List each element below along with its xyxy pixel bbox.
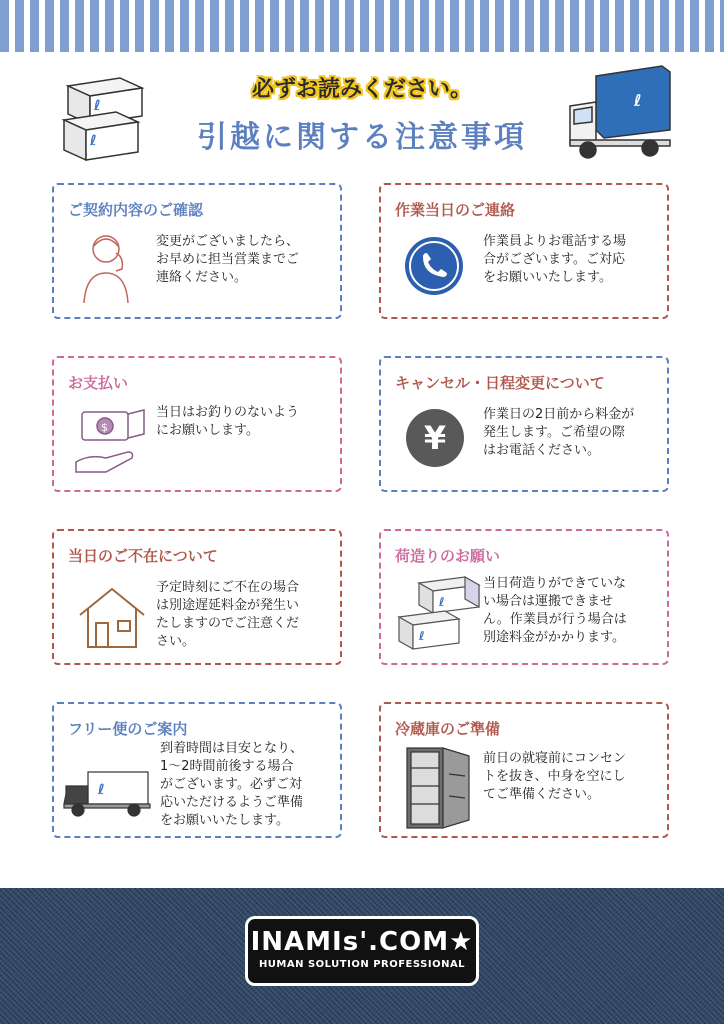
card-body: [156, 404, 336, 440]
svg-text:ℓ: ℓ: [634, 91, 642, 110]
card-contract-confirmation: [52, 183, 342, 319]
body-line: たしますのでご注意くだ: [156, 616, 300, 631]
svg-text:¥: ¥: [423, 419, 447, 457]
page-title: 引越に関する注意事項: [197, 120, 527, 155]
company-logo: [245, 916, 479, 986]
body-line: 合がございます。ご対応: [483, 252, 625, 267]
card-body: [160, 740, 336, 830]
card-title: フリー便のご案内: [68, 720, 188, 738]
card-payment: [52, 356, 342, 492]
card-body: [483, 406, 663, 460]
card-refrigerator: [379, 702, 669, 838]
svg-text:$: $: [101, 421, 108, 434]
body-line: 連絡ください。: [156, 270, 248, 285]
body-line: 作業員よりお電話する場: [483, 234, 627, 249]
body-line: 作業日の2日前から料金が: [483, 407, 635, 422]
body-line: 別途料金がかかります。: [483, 630, 625, 645]
card-cancel-reschedule: [379, 356, 669, 492]
must-read-heading: 必ずお読みください。: [251, 77, 472, 102]
phone-call-icon: [403, 235, 465, 297]
body-line: てご準備ください。: [483, 787, 601, 802]
top-stripe-banner: [0, 0, 724, 52]
person-on-phone-icon: [76, 227, 142, 305]
house-icon: [76, 585, 148, 651]
card-body: [483, 750, 663, 804]
body-line: トを抜き、中身を空にし: [483, 769, 626, 784]
card-packing: [379, 529, 669, 665]
svg-text:ℓ: ℓ: [439, 595, 445, 609]
card-body: [156, 579, 336, 651]
body-line: にお願いします。: [156, 423, 259, 438]
card-title: キャンセル・日程変更について: [395, 374, 605, 392]
svg-text:ℓ: ℓ: [419, 629, 425, 643]
card-title: 当日のご不在について: [68, 547, 218, 565]
body-line: をお願いいたします。: [483, 270, 612, 285]
body-line: がございます。必ずご対: [160, 777, 302, 792]
card-work-day-contact: [379, 183, 669, 319]
body-line: さい。: [156, 634, 196, 649]
body-line: 1～2時間前後する場合: [160, 759, 294, 774]
yen-icon: [405, 408, 465, 468]
svg-text:ℓ: ℓ: [90, 133, 97, 149]
body-line: お早めに担当営業までご: [156, 252, 300, 267]
body-line: ん。作業員が行う場合は: [483, 612, 627, 627]
body-line: い場合は運搬できませ: [483, 594, 614, 609]
body-line: 変更がございましたら、: [156, 234, 300, 249]
body-line: はお電話ください。: [483, 443, 601, 458]
body-line: 当日荷造りができていな: [483, 576, 627, 591]
body-line: 当日はお釣りのないよう: [156, 405, 300, 420]
body-line: 前日の就寝前にコンセン: [483, 751, 627, 766]
card-title: 作業当日のご連絡: [395, 201, 516, 219]
truck-icon: [62, 768, 152, 818]
logo-text: INAMIs'.COM★: [250, 927, 474, 957]
cash-hand-icon: [72, 404, 150, 478]
boxes-icon: [395, 573, 481, 657]
body-line: をお願いいたします。: [160, 813, 289, 828]
svg-text:ℓ: ℓ: [94, 98, 101, 114]
svg-text:ℓ: ℓ: [98, 782, 105, 798]
body-line: 応いただけるようご準備: [160, 795, 304, 810]
card-body: [483, 233, 663, 287]
card-free-delivery: [52, 702, 342, 838]
card-body: [156, 233, 332, 287]
body-line: は別途遅延料金が発生い: [156, 598, 300, 613]
card-title: ご契約内容のご確認: [68, 201, 204, 219]
card-body: [483, 575, 663, 647]
card-title: お支払い: [68, 374, 129, 392]
body-line: 発生します。ご希望の際: [483, 425, 625, 440]
card-title: 荷造りのお願い: [395, 547, 501, 565]
card-absence: [52, 529, 342, 665]
refrigerator-icon: [403, 744, 473, 832]
body-line: 予定時刻にご不在の場合: [156, 580, 300, 595]
body-line: 到着時間は目安となり、: [160, 741, 304, 756]
logo-tagline: HUMAN SOLUTION PROFESSIONAL: [258, 959, 466, 970]
card-title: 冷蔵庫のご準備: [395, 720, 501, 738]
